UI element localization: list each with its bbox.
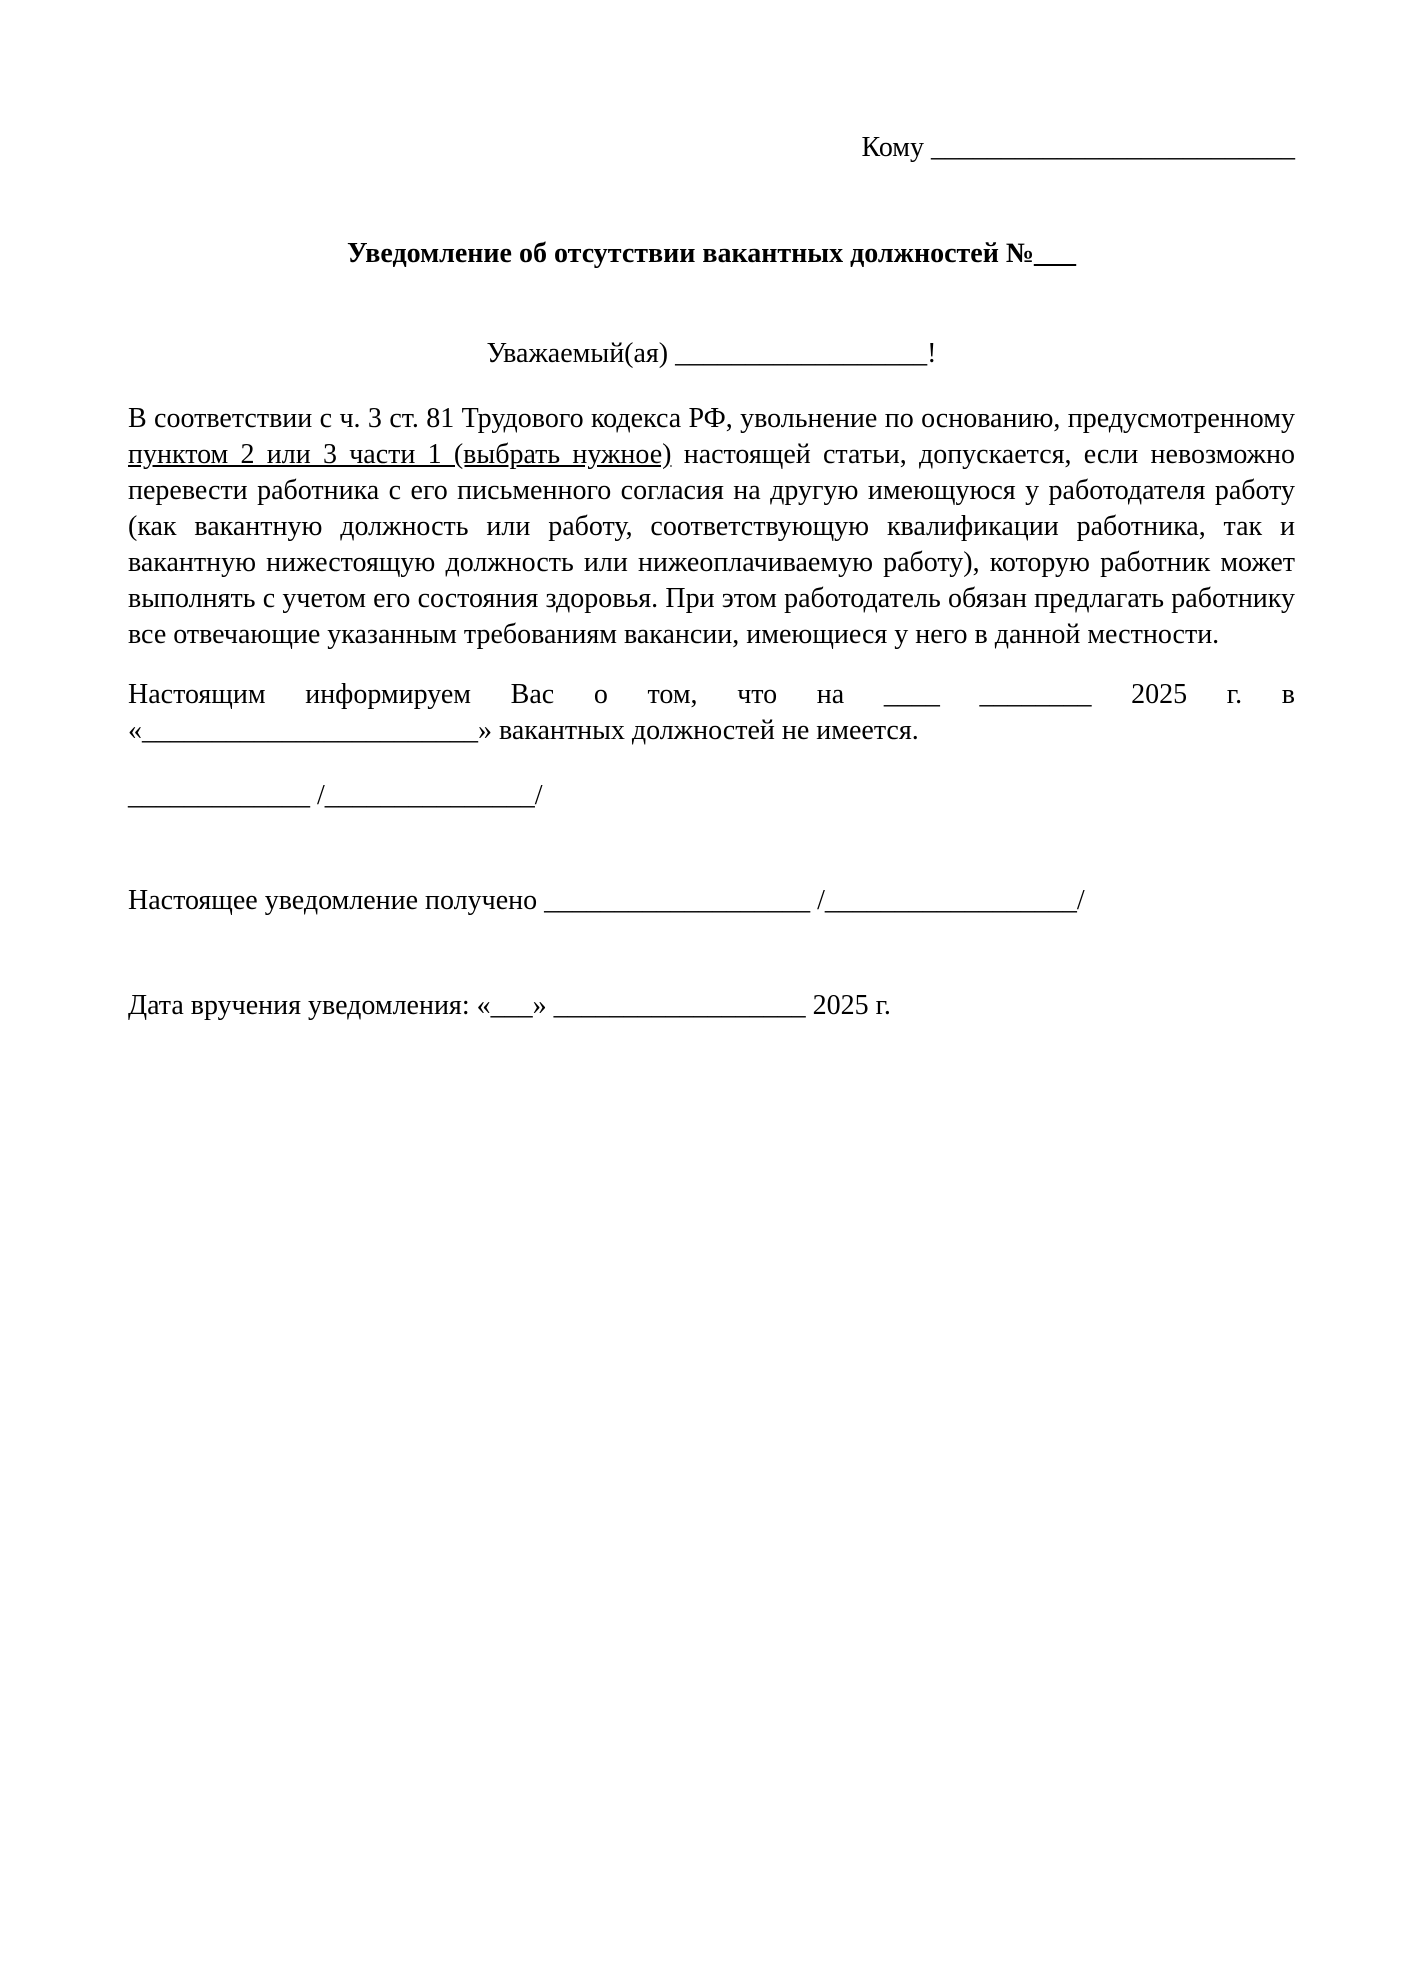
legal-text-before: В соответствии с ч. 3 ст. 81 Трудового кодекса РФ, увольнение по основанию, предусмотренному: [128, 403, 1295, 434]
addressee-blank-line: Кому __________________________: [861, 132, 1295, 163]
document-title: Уведомление об отсутствии вакантных должностей №___: [347, 238, 1076, 269]
legal-paragraph: [128, 401, 1295, 653]
signature-blank-line: _____________ /_______________/: [128, 780, 543, 811]
notification-received-blank-line: Настоящее уведомление получено ___________________ /__________________/: [128, 885, 1085, 916]
delivery-date-blank-line: Дата вручения уведомления: «___» __________________ 2025 г.: [128, 990, 891, 1021]
salutation-blank-line: Уважаемый(ая) __________________!: [486, 338, 937, 369]
notice-paragraph: Настоящим информируем Вас о том, что на ____ ________ 2025 г. в «________________________» вакантных должностей не имеется.: [128, 679, 1295, 746]
legal-text-underlined-choice: пунктом 2 или 3 части 1 (выбрать нужное): [128, 439, 672, 470]
legal-text-after: настоящей статьи, допускается, если невозможно перевести работника с его письменного согласия на другую имеющуюся у работодателя работу (как вакантную должность или работу, соответствующую квалификации работника, так и вакантную нижестоящую должность или нижеоплачиваемую работу), которую работник может выполнять с учетом его состояния здоровья. При этом работодатель обязан предлагать работнику все отвечающие указанным требованиям вакансии, имеющиеся у него в данной местности.: [128, 439, 1295, 650]
